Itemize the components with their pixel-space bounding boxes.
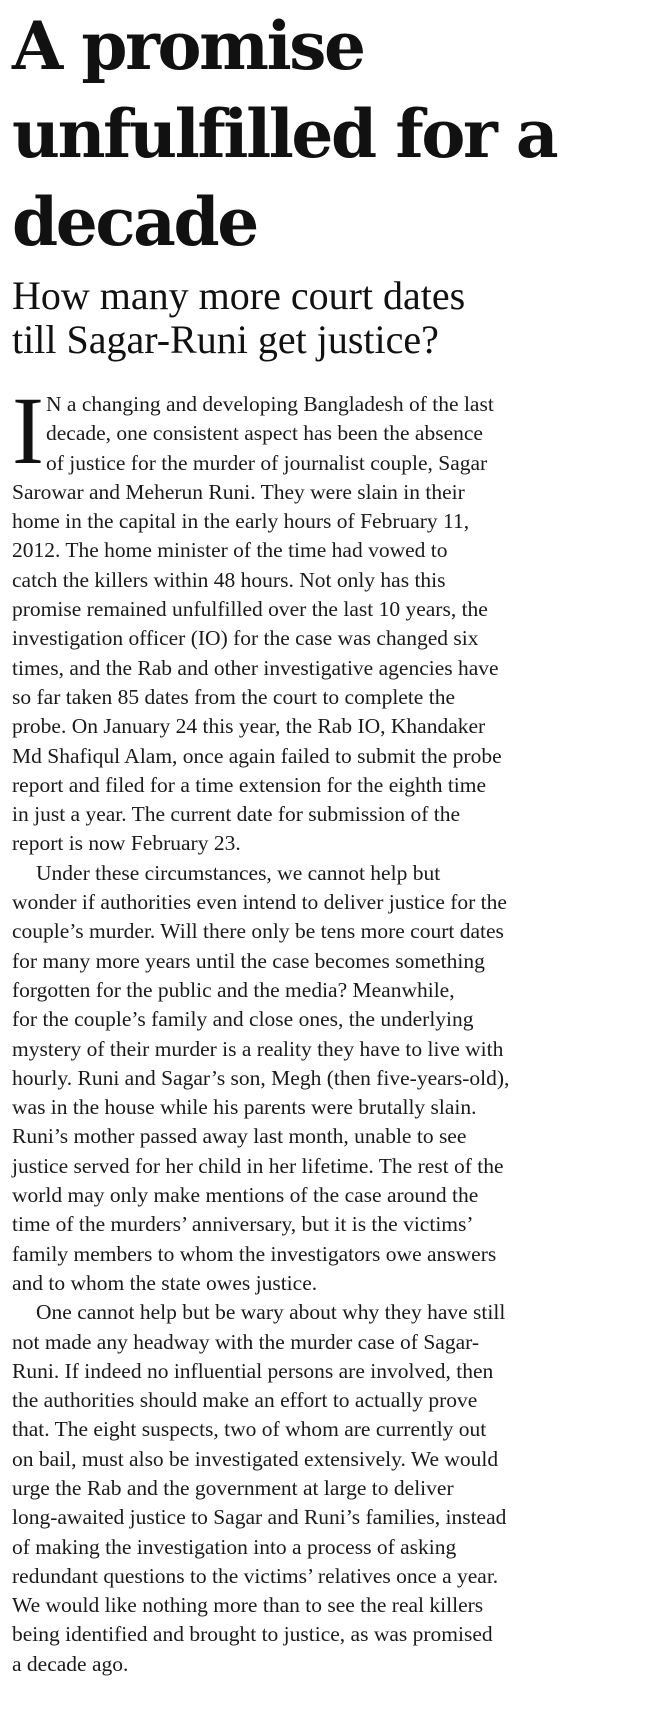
text-line: for many more years until the case becomes something	[12, 948, 485, 973]
text-line: probe. On January 24 this year, the Rab IO, Khandaker	[12, 714, 486, 739]
text-line: long-awaited justice to Sagar and Runi’s families, instead	[12, 1505, 507, 1530]
text-line: urge the Rab and the government at large to deliver	[12, 1475, 454, 1500]
headline-line: A promise	[12, 7, 364, 85]
text-line: N a changing and developing Bangladesh of the last	[46, 392, 494, 416]
text-line: One cannot help but be wary about why they have still	[36, 1300, 506, 1325]
text-line: 2012. The home minister of the time had vowed to	[12, 538, 448, 563]
text-line: time of the murders’ anniversary, but it is the victims’	[12, 1212, 474, 1237]
text-line: justice served for her child in her lifetime. The rest of the	[12, 1153, 504, 1178]
text-line: mystery of their murder is a reality they have to live with	[12, 1036, 504, 1061]
text-line: investigation officer (IO) for the case was changed six	[12, 626, 479, 651]
text-line: in just a year. The current date for submission of the	[12, 802, 461, 827]
text-line: wonder if authorities even intend to deliver justice for the	[12, 890, 507, 915]
paragraph-3	[12, 1298, 637, 1679]
text-line: family members to whom the investigators owe answers	[12, 1241, 497, 1266]
text-line: was in the house while his parents were brutally slain.	[12, 1095, 477, 1120]
text-line: decade, one consistent aspect has been the absence	[46, 421, 483, 446]
text-line: that. The eight suspects, two of whom are currently out	[12, 1417, 487, 1442]
text-line: promise remained unfulfilled over the last 10 years, the	[12, 597, 488, 622]
paragraph-2	[12, 859, 637, 1298]
text-line: We would like nothing more than to see the real killers	[12, 1593, 484, 1618]
text-line: forgotten for the public and the media? Meanwhile,	[12, 977, 455, 1002]
text-line: catch the killers within 48 hours. Not only has this	[12, 567, 446, 592]
text-line: for the couple’s family and close ones, the underlying	[12, 1007, 474, 1032]
text-line: a decade ago.	[12, 1651, 129, 1676]
text-line: hourly. Runi and Sagar’s son, Megh (then five-years-old),	[12, 1065, 510, 1090]
text-line: being identified and brought to justice, as was promised	[12, 1622, 493, 1647]
subheadline-line: How many more court dates	[12, 273, 466, 318]
text-line: Under these circumstances, we cannot help but	[36, 860, 441, 885]
editorial-article	[0, 2, 649, 1729]
text-line: couple’s murder. Will there only be tens more court dates	[12, 919, 504, 944]
text-line: times, and the Rab and other investigative agencies have	[12, 655, 499, 680]
drop-cap: I	[12, 377, 44, 484]
text-line: Md Shafiqul Alam, once again failed to submit the probe	[12, 743, 502, 768]
text-line: world may only make mentions of the case around the	[12, 1183, 479, 1208]
text-line: report and filed for a time extension for the eighth time	[12, 772, 487, 797]
headline-line: unfulfilled for a	[12, 95, 557, 173]
text-line: Runi’s mother passed away last month, unable to see	[12, 1124, 467, 1149]
text-line: so far taken 85 dates from the court to complete the	[12, 684, 455, 709]
text-line: report is now February 23.	[12, 831, 241, 856]
text-line: and to whom the state owes justice.	[12, 1270, 318, 1295]
article-body	[12, 377, 637, 1679]
text-line: not made any headway with the murder case of Sagar-	[12, 1329, 480, 1354]
subheadline	[12, 274, 637, 362]
text-line: home in the capital in the early hours of February 11,	[12, 509, 470, 534]
headline-line: decade	[12, 183, 257, 261]
headline	[12, 2, 637, 266]
text-line: on bail, must also be investigated extensively. We would	[12, 1446, 499, 1471]
subheadline-line: till Sagar-Runi get justice?	[12, 317, 439, 362]
text-line: the authorities should make an effort to actually prove	[12, 1388, 478, 1413]
text-line: of justice for the murder of journalist couple, Sagar	[46, 450, 488, 475]
text-line: Runi. If indeed no influential persons are involved, then	[12, 1358, 494, 1383]
text-line: redundant questions to the victims’ relatives once a year.	[12, 1563, 499, 1588]
paragraph-1	[12, 377, 637, 859]
text-line: of making the investigation into a process of asking	[12, 1534, 457, 1559]
text-line: Sarowar and Meherun Runi. They were slain in their	[12, 479, 465, 504]
